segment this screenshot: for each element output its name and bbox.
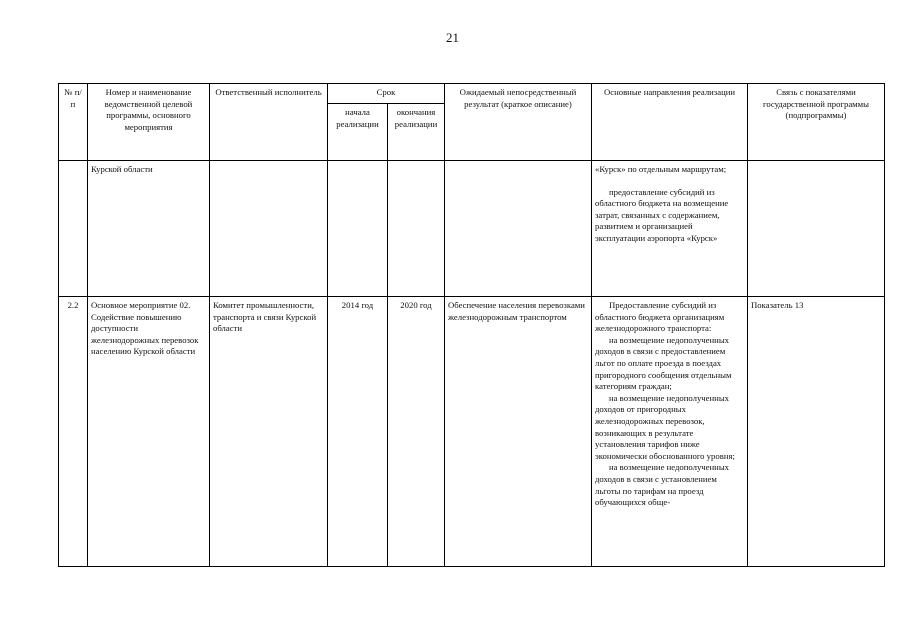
directions-paragraph: на возмещение недополученных доходов в связи с установлением льготы по тарифам на проезд обучающихся обще- — [595, 462, 730, 508]
header-executor: Ответственный исполнитель — [210, 84, 328, 161]
table-row-continued — [59, 161, 885, 297]
cell-start: 2014 год — [328, 297, 388, 567]
cell-executor — [210, 161, 328, 297]
table-row-2-2 — [59, 297, 885, 567]
header-directions: Основные направления реализации — [592, 84, 748, 161]
page-number: 21 — [446, 30, 459, 45]
header-result: Ожидаемый непосредственный результат (краткое описание) — [445, 84, 592, 161]
directions-paragraph: на возмещение недополученных доходов в связи с предоставлением льгот по оплате проезда в поездах пригородного сообщения отдельным категориям граждан; — [595, 334, 732, 392]
directions-paragraph: предоставление субсидий из областного бюджета на возмещение затрат, связанных с содержанием, развитием и организацией эксплуатации аэропорта «Курск» — [595, 186, 729, 243]
header-name: Номер и наименование ведомственной целевой программы, основного мероприятия — [88, 84, 210, 161]
cell-name: Основное мероприятие 02. Содействие повышению доступности железнодорожных перевозок населению Курской области — [88, 297, 210, 567]
cell-link — [748, 161, 885, 297]
header-term: Срок — [328, 84, 445, 104]
cell-directions — [592, 161, 748, 297]
header-term-end: окончания реализации — [388, 104, 445, 161]
header-link: Связь с показателями государственной программы (подпрограммы) — [748, 84, 885, 161]
cell-start — [328, 161, 388, 297]
cell-result — [445, 161, 592, 297]
header-num: № п/п — [59, 84, 88, 161]
cell-num — [59, 161, 88, 297]
directions-paragraph: «Курск» по отдельным маршрутам; — [595, 164, 727, 174]
cell-result: Обеспечение населения перевозками железнодорожным транспортом — [445, 297, 592, 567]
cell-executor: Комитет промышленности, транспорта и связи Курской области — [210, 297, 328, 567]
cell-num: 2.2 — [59, 297, 88, 567]
header-term-start: начала реализации — [328, 104, 388, 161]
cell-name: Курской области — [88, 161, 210, 297]
header-row — [59, 84, 885, 104]
cell-end — [388, 161, 445, 297]
cell-link: Показатель 13 — [748, 297, 885, 567]
directions-paragraph: Предоставление субсидий из областного бюджета организациям железнодорожного транспорта: — [595, 300, 725, 334]
cell-directions — [592, 297, 748, 567]
directions-paragraph: на возмещение недополученных доходов от пригородных железнодорожных перевозок, возникающих в результате установления тарифов ниже экономически обоснованного уровня; — [595, 392, 735, 461]
program-table — [58, 83, 885, 567]
cell-end: 2020 год — [388, 297, 445, 567]
